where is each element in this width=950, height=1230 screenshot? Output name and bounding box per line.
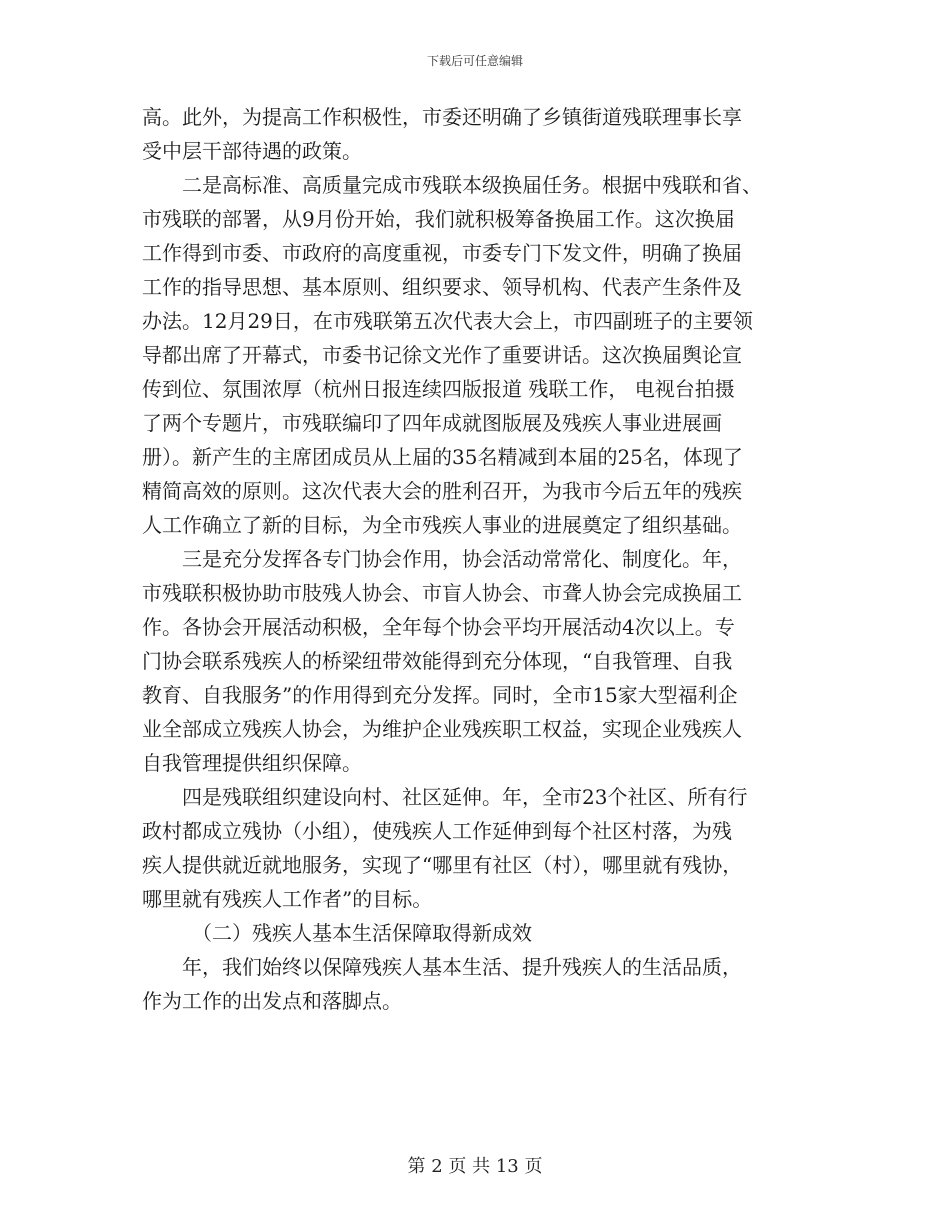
text-line: 二是高标准、高质量完成市残联本级换届任务。根据中残联和省、 (182, 173, 762, 197)
text-line: 业全部成立残疾人协会，为维护企业残疾职工权益，实现企业残疾人 (142, 717, 742, 741)
page-header: 下载后可任意编辑 (426, 54, 523, 68)
text-line: 传到位、氛围浓厚（杭州日报连续四版报道 残联工作， 电视台拍摄 (142, 377, 735, 401)
text-line: 门协会联系残疾人的桥梁纽带效能得到充分体现，“自我管理、自我 (142, 649, 733, 673)
text-line: 政村都成立残协（小组），使残疾人工作延伸到每个社区村落，为残 (142, 819, 732, 843)
document-body (142, 100, 810, 1018)
text-line: 精简高效的原则。这次代表大会的胜利召开，为我市今后五年的残疾 (142, 479, 742, 503)
text-line: 受中层干部待遇的政策。 (142, 139, 362, 163)
text-line: 工作得到市委、市政府的高度重视，市委专门下发文件，明确了换届 (142, 241, 742, 265)
text-line: 哪里就有残疾人工作者”的目标。 (142, 887, 433, 911)
text-line: 导都出席了开幕式，市委书记徐文光作了重要讲话。这次换届舆论宣 (142, 343, 742, 367)
section-heading: （二）残疾人基本生活保障取得新成效 (192, 921, 532, 945)
text-line: 三是充分发挥各专门协会作用，协会活动常常化、制度化。年， (182, 547, 742, 571)
text-line: 市残联积极协助市肢残人协会、市盲人协会、市聋人协会完成换届工 (142, 581, 742, 605)
text-line: 自我管理提供组织保障。 (142, 751, 362, 775)
page-footer: 第 2 页 共 13 页 (407, 1156, 543, 1177)
text-line: 册）。新产生的主席团成员从上届的35名精减到本届的25名，体现了 (142, 445, 743, 469)
text-line: 人工作确立了新的目标，为全市残疾人事业的进展奠定了组织基础。 (142, 513, 742, 537)
text-line: 了两个专题片，市残联编印了四年成就图版展及残疾人事业进展画 (142, 411, 722, 435)
text-line: 办法。12月29日，在市残联第五次代表大会上，市四副班子的主要领 (142, 309, 753, 333)
text-line: 作。各协会开展活动积极，全年每个协会平均开展活动4次以上。专 (142, 615, 735, 639)
text-line: 工作的指导思想、基本原则、组织要求、领导机构、代表产生条件及 (142, 275, 742, 299)
text-line: 教育、自我服务”的作用得到充分发挥。同时，全市15家大型福利企 (142, 683, 738, 707)
text-line: 高。此外，为提高工作积极性，市委还明确了乡镇街道残联理事长享 (142, 105, 742, 129)
text-line: 疾人提供就近就地服务，实现了“哪里有社区（村），哪里就有残协， (142, 853, 743, 877)
text-line: 年，我们始终以保障残疾人基本生活、提升残疾人的生活品质， (182, 955, 742, 979)
text-line: 市残联的部署，从9月份开始，我们就积极筹备换届工作。这次换届 (142, 207, 735, 231)
text-line: 作为工作的出发点和落脚点。 (142, 989, 402, 1013)
text-line: 四是残联组织建设向村、社区延伸。年，全市23个社区、所有行 (182, 785, 748, 809)
